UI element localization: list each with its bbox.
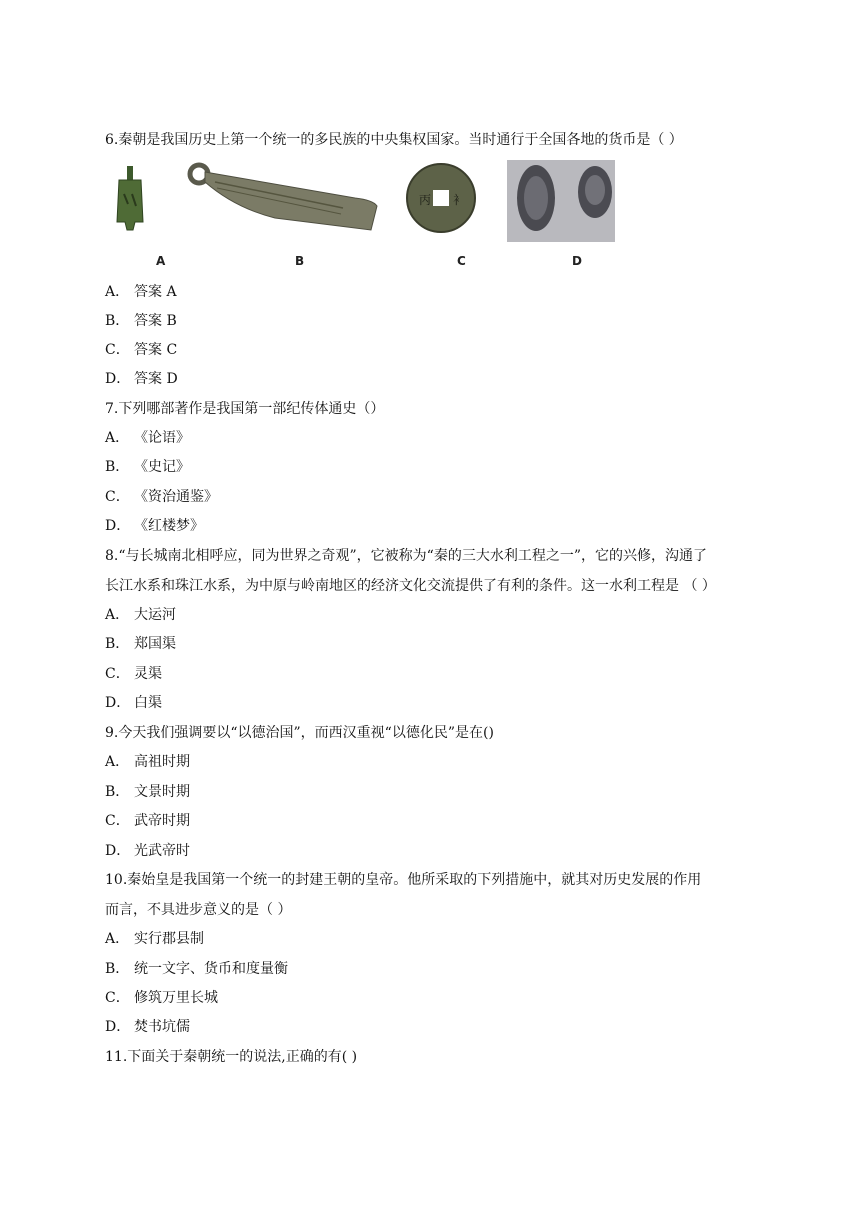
option-letter: A． [105,607,130,623]
option-row[interactable] [105,752,190,772]
option-letter: A． [105,430,130,446]
option-text: 答案 A [134,284,177,300]
option-row[interactable] [105,487,218,507]
option-row[interactable] [105,634,176,654]
option-text: 答案 D [134,371,178,387]
option-text: 武帝时期 [134,813,190,829]
option-text: 《资治通鉴》 [134,489,218,505]
option-letter: B． [105,636,130,652]
ant-nose-coin-image [507,160,615,242]
option-text: 答案 B [134,313,177,329]
option-row[interactable] [105,988,218,1008]
option-letter: C． [105,489,130,505]
question-10-stem-line-2: 而言，不具进步意义的是（ ） [105,902,292,918]
option-letter: B． [105,784,130,800]
option-row[interactable] [105,811,190,831]
question-11-stem: 11.下面关于秦朝统一的说法,正确的有( ) [105,1049,358,1065]
banliang-coin-image [407,164,475,232]
option-letter: A． [105,931,130,947]
option-text: 文景时期 [134,784,190,800]
option-row[interactable] [105,1017,190,1037]
option-letter: A． [105,754,130,770]
question-6-stem: 6.秦朝是我国历史上第一个统一的多民族的中央集权国家。当时通行于全国各地的货币是（ ） [105,132,683,148]
option-row[interactable] [105,782,190,802]
option-text: 答案 C [134,342,178,358]
option-letter: D． [105,695,131,711]
option-letter: C． [105,990,130,1006]
svg-text:衤: 衤 [453,193,466,207]
option-letter: C． [105,813,130,829]
option-row[interactable] [105,282,177,302]
option-letter: D． [105,518,131,534]
option-row[interactable] [105,369,178,389]
option-letter: B． [105,961,130,977]
option-text: 《史记》 [134,459,190,475]
question-8-stem-line-2: 长江水系和珠江水系，为中原与岭南地区的经济文化交流提供了有利的条件。这一水利工程是 （ ） [105,578,716,594]
option-letter: B． [105,313,130,329]
option-text: 郑国渠 [134,636,176,652]
option-row[interactable] [105,428,190,448]
option-letter: C． [105,666,130,682]
option-row[interactable] [105,340,177,360]
question-10-stem-line-1: 10.秦始皇是我国第一个统一的封建王朝的皇帝。他所采取的下列措施中，就其对历史发展的作用 [105,872,702,888]
svg-text:丙: 丙 [419,193,432,207]
spade-coin-image [117,166,143,230]
option-row[interactable] [105,959,288,979]
option-text: 光武帝时 [134,843,190,859]
option-text: 《论语》 [134,430,190,446]
option-letter: D． [105,843,131,859]
option-text: 灵渠 [134,666,162,682]
option-row[interactable] [105,457,190,477]
knife-coin-image [190,165,377,230]
option-text: 焚书坑儒 [134,1019,190,1035]
option-row[interactable] [105,605,176,625]
option-text: 高祖时期 [134,754,190,770]
option-text: 修筑万里长城 [134,990,218,1006]
option-row[interactable] [105,929,204,949]
option-row[interactable] [105,693,162,713]
option-letter: C． [105,342,130,358]
figure-label-c: C [457,254,466,268]
option-text: 《红楼梦》 [134,518,204,534]
option-text: 白渠 [134,695,162,711]
option-text: 大运河 [134,607,176,623]
option-letter: A． [105,284,130,300]
option-row[interactable] [105,841,190,861]
figure-label-a: A [156,254,166,268]
option-text: 统一文字、货币和度量衡 [134,961,288,977]
question-8-stem-line-1: 8.“与长城南北相呼应，同为世界之奇观”，它被称为“秦的三大水利工程之一”，它的兴修，沟通了 [105,548,707,564]
option-row[interactable] [105,664,162,684]
option-row[interactable] [105,311,177,331]
figure-label-b: B [295,254,305,268]
option-letter: D． [105,1019,131,1035]
option-row[interactable] [105,516,204,536]
question-7-stem: 7.下列哪部著作是我国第一部纪传体通史（） [105,401,385,417]
coin-figure [105,160,625,272]
question-9-stem: 9.今天我们强调要以“以德治国”，而西汉重视“以德化民”是在() [105,725,494,741]
option-text: 实行郡县制 [134,931,204,947]
figure-label-d: D [572,254,582,268]
option-letter: D． [105,371,131,387]
option-letter: B． [105,459,130,475]
